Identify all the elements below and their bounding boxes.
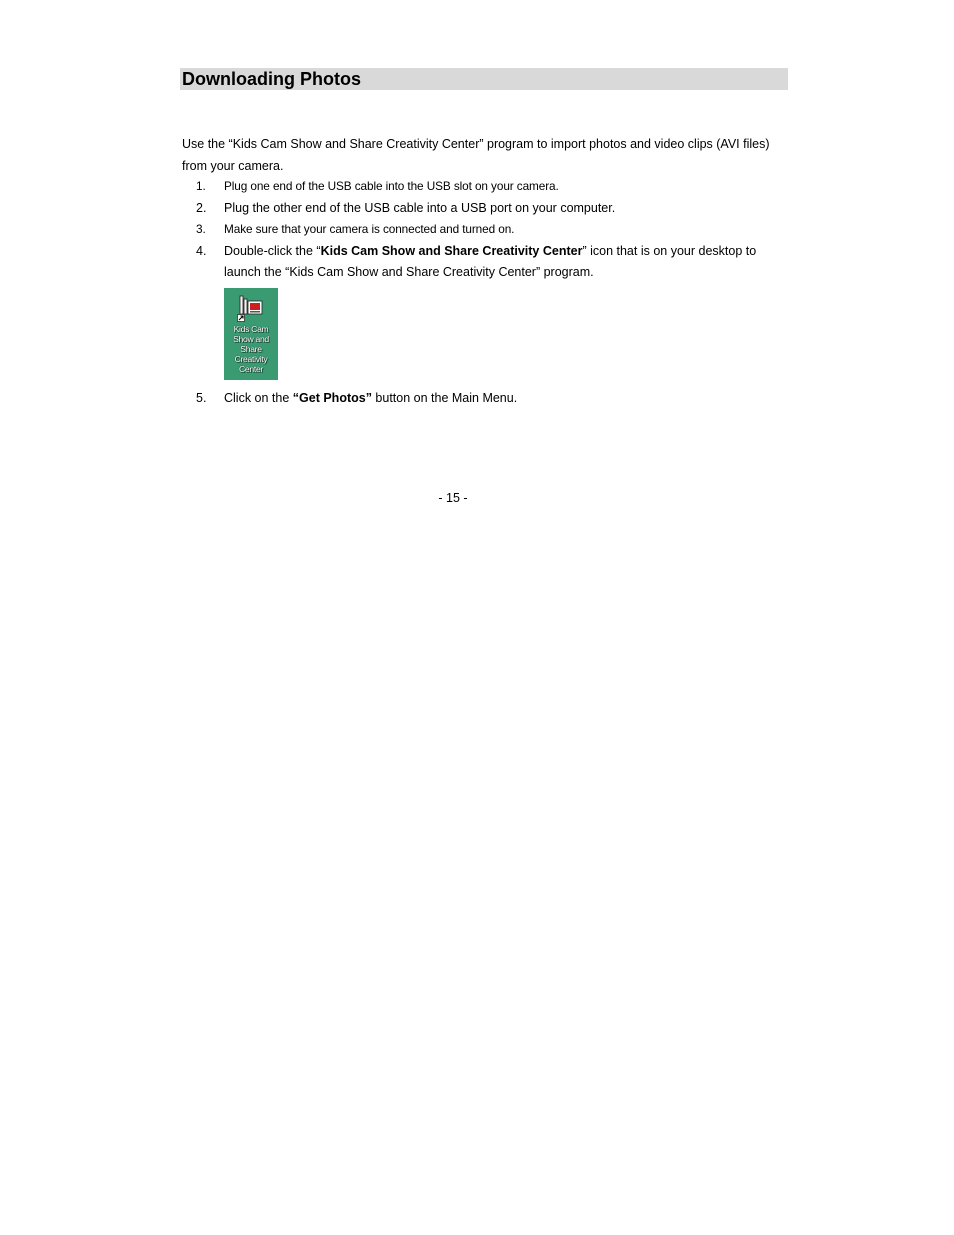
section-heading: Downloading Photos bbox=[180, 68, 788, 90]
get-photos-label: “Get Photos” bbox=[292, 390, 372, 405]
kids-cam-app-shortcut-icon bbox=[237, 294, 265, 322]
step-text: Plug the other end of the USB cable into a USB port on your computer. bbox=[224, 200, 616, 215]
step-text: Make sure that your camera is connected and turned on. bbox=[224, 222, 515, 236]
step-number: 4. bbox=[196, 243, 207, 258]
desktop-icon-caption: Kids Cam Show and Share Creativity Center bbox=[233, 323, 269, 374]
step-5 bbox=[182, 388, 792, 410]
step-text-pre: Click on the bbox=[224, 390, 293, 405]
page-number: - 15 - bbox=[438, 491, 468, 505]
step-text-pre: Double-click the “ bbox=[224, 243, 321, 258]
step-2 bbox=[182, 198, 792, 220]
step-number: 1. bbox=[196, 179, 206, 193]
step-text: Plug one end of the USB cable into the USB slot on your camera. bbox=[224, 179, 559, 193]
kids-cam-desktop-shortcut[interactable] bbox=[224, 288, 278, 380]
step-1 bbox=[182, 176, 792, 198]
step-3 bbox=[182, 219, 792, 241]
step-number: 3. bbox=[196, 222, 206, 236]
intro-paragraph: Use the “Kids Cam Show and Share Creativity Center” program to import photos and video clips (AVI files) from your camera. bbox=[182, 137, 770, 173]
program-name: Kids Cam Show and Share Creativity Center bbox=[320, 243, 583, 258]
instruction-steps bbox=[182, 176, 792, 409]
desktop-icon-row bbox=[182, 288, 792, 380]
step-text-post: ” icon that is on your desktop to launch the “Kids Cam Show and Share Creativity Center” program. bbox=[224, 243, 757, 279]
step-text-post: button on the Main Menu. bbox=[371, 390, 518, 405]
step-4 bbox=[182, 241, 792, 284]
step-number: 2. bbox=[196, 200, 207, 215]
step-number: 5. bbox=[196, 390, 207, 405]
